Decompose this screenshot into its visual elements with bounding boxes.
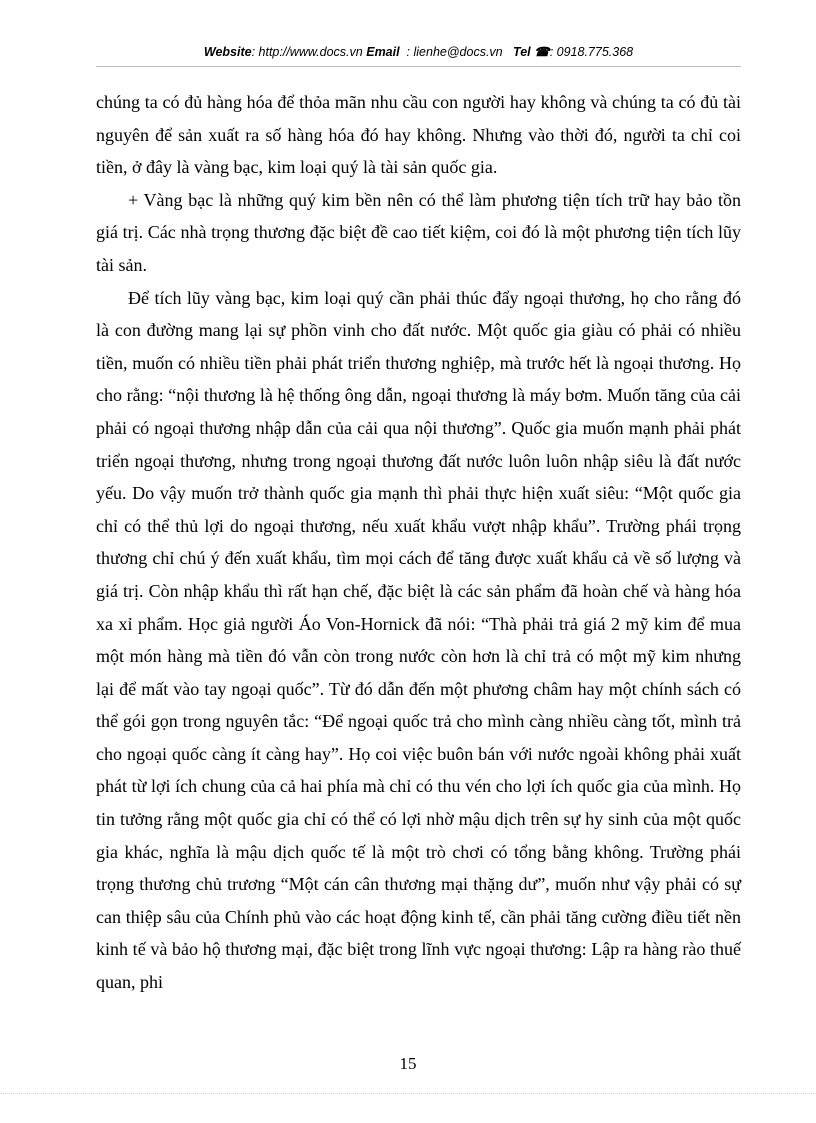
paragraph: Để tích lũy vàng bạc, kim loại quý cần phải thúc đẩy ngoại thương, họ cho rằng đó là con đường mang lại sự phồn vinh cho đất nước. Một quốc gia giàu có phải có nhiều tiền, muốn có nhiều tiền phải phát triển thương nghiệp, mà trước hết là ngoại thương. Họ cho rằng: “nội thương là hệ thống ông dẫn, ngoại thương là máy bơm. Muốn tăng của cải phải có ngoại thương nhập dẫn của cải qua nội thương”. Quốc gia muốn mạnh phải phát triển ngoại thương, nhưng trong ngoại thương đất nước luôn luôn nhập siêu là đất nước yếu. Do vậy muốn trở thành quốc gia mạnh thì phải thực hiện xuất siêu: “Một quốc gia chỉ có thể thủ lợi do ngoại thương, nếu xuất khẩu vượt nhập khẩu”. Trường phái trọng thương chỉ chú ý đến xuất khẩu, tìm mọi cách để tăng được xuất khẩu cả về số lượng và giá trị. Còn nhập khẩu thì rất hạn chế, đặc biệt là các sản phẩm đã hoàn chế và hàng hóa xa xỉ phẩm. Học giả người Áo Von-Hornick đã nói: “Thà phải trả giá 2 mỹ kim để mua một món hàng mà tiền đó vẫn còn trong nước còn hơn là chỉ trả có một mỹ kim nhưng lại để mất vào tay ngoại quốc”. Từ đó dẫn đến một phương châm hay một chính sách có thể gói gọn trong nguyên tắc: “Để ngoại quốc trả cho mình càng nhiều càng tốt, mình trả cho ngoại quốc càng ít càng hay”. Họ coi việc buôn bán với nước ngoài không phải xuất phát từ lợi ích chung của cả hai phía mà chỉ có thu vén cho lợi ích quốc gia của mình. Họ tin tưởng rằng một quốc gia chỉ có thể có lợi nhờ mậu dịch trên sự hy sinh của một quốc gia khác, nghĩa là mậu dịch quốc tế là một trò chơi có tổng bằng không. Trường phái trọng thương chủ trương “Một cán cân thương mại thặng dư”, muốn như vậy phải có sự can thiệp sâu của Chính phủ vào các hoạt động kinh tế, cần phải tăng cường điều tiết nền kinh tế và bảo hộ thương mại, đặc biệt trong lĩnh vực ngoại thương: Lập ra hàng rào thuế quan, phi: [96, 287, 741, 993]
website-value: : http://www.docs.vn: [251, 45, 363, 59]
page-number: 15: [399, 1054, 417, 1073]
header-divider: [96, 66, 741, 67]
email-value: : lienhe@docs.vn: [406, 45, 503, 59]
website-label: Website: [203, 45, 252, 59]
paragraph: + Vàng bạc là những quý kim bền nên có thể làm phương tiện tích trữ hay bảo tồn giá trị. Các nhà trọng thương đặc biệt đề cao tiết kiệm, coi đó là một phương tiện tích lũy tài sản.: [96, 189, 741, 275]
footer-divider: [0, 1093, 816, 1094]
paragraph: chúng ta có đủ hàng hóa để thỏa mãn nhu cầu con người hay không và chúng ta có đủ tài nguyên để sản xuất ra số hàng hóa đó hay không. Nhưng vào thời đó, người ta chỉ coi tiền, ở đây là vàng bạc, kim loại quý là tài sản quốc gia.: [96, 92, 741, 178]
tel-value: : 0918.775.368: [549, 45, 634, 59]
document-body: [96, 86, 741, 999]
page-header: [96, 44, 741, 59]
email-label: Email: [366, 45, 400, 59]
tel-label: Tel ☎: [513, 45, 550, 59]
